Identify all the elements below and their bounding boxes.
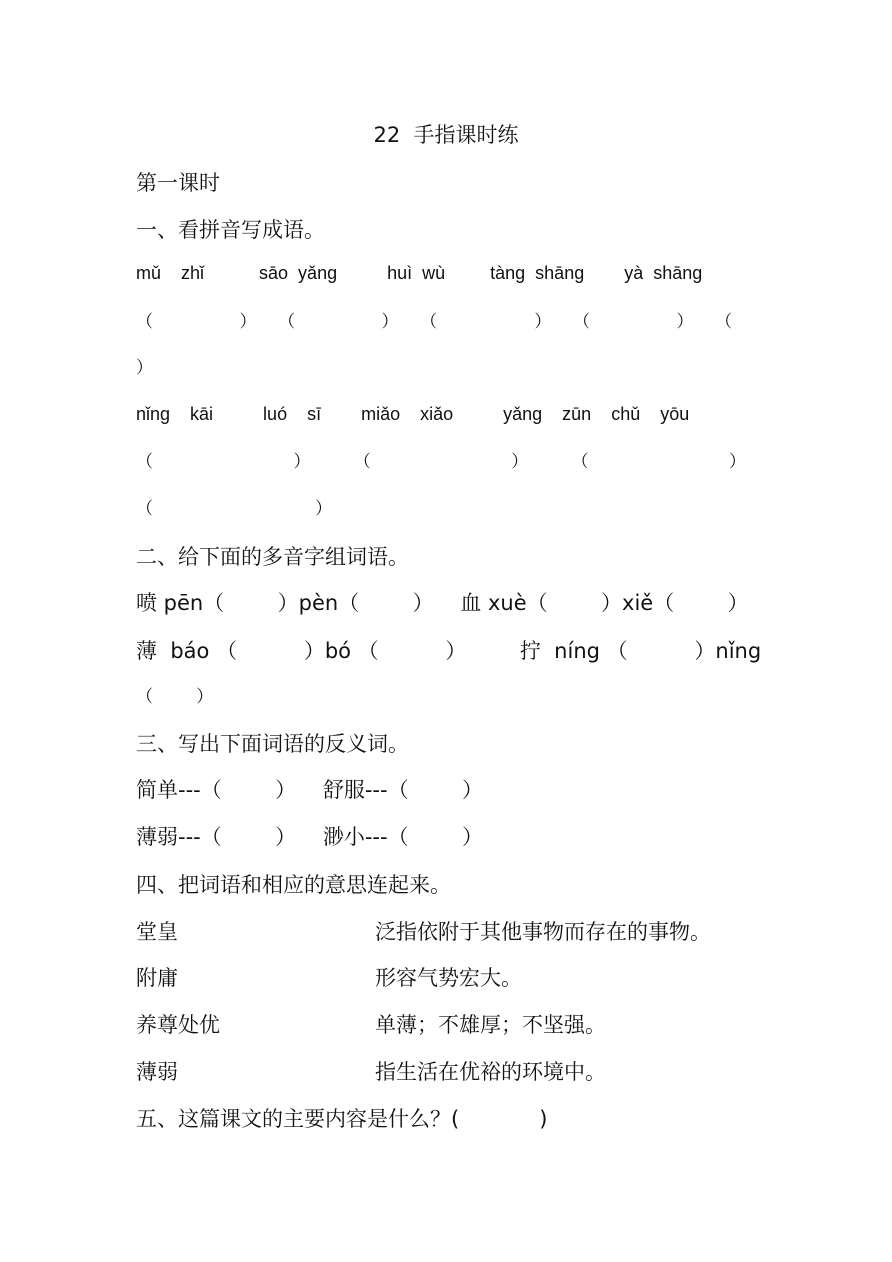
answer-blanks-row-1: （ ） （ ） （ ） （ ） （ bbox=[136, 312, 733, 332]
antonym-row-1: 简单---（ ） 舒服---（ ） bbox=[136, 778, 483, 802]
section-4-heading: 四、把词语和相应的意思连起来。 bbox=[136, 873, 451, 897]
polyphone-row-2: 薄 báo （ ）bó （ ） 拧 níng （ ）nǐng bbox=[136, 639, 762, 663]
antonym-row-2: 薄弱---（ ） 渺小---（ ） bbox=[136, 825, 483, 849]
lesson-label: 第一课时 bbox=[136, 171, 220, 195]
match-meaning: 单薄；不雄厚；不坚强。 bbox=[375, 1013, 606, 1037]
section-5-heading: 五、这篇课文的主要内容是什么？( ) bbox=[136, 1107, 548, 1131]
section-1-heading: 一、看拼音写成语。 bbox=[136, 218, 325, 242]
section-2-heading: 二、给下面的多音字组词语。 bbox=[136, 545, 409, 569]
match-word: 附庸 bbox=[136, 966, 178, 990]
answer-blanks-row-1-wrap: ） bbox=[136, 358, 153, 378]
match-word: 养尊处优 bbox=[136, 1013, 220, 1037]
page-title: 22 手指课时练 bbox=[373, 123, 519, 147]
polyphone-row-1: 喷 pēn（ ）pèn（ ） 血 xuè（ ）xiě（ ） bbox=[136, 591, 749, 615]
pinyin-row-2: nǐng kāi luó sī miǎo xiǎo yǎng zūn chǔ yōu bbox=[136, 404, 690, 424]
answer-blanks-row-2: （ ） （ ） （ ） bbox=[136, 452, 746, 472]
match-meaning: 泛指依附于其他事物而存在的事物。 bbox=[375, 920, 711, 944]
pinyin-row-1: mǔ zhǐ sāo yǎng huì wù tàng shāng yà shāng bbox=[136, 263, 703, 283]
match-meaning: 形容气势宏大。 bbox=[375, 966, 522, 990]
match-word: 薄弱 bbox=[136, 1060, 178, 1084]
match-meaning: 指生活在优裕的环境中。 bbox=[375, 1060, 606, 1084]
answer-blanks-row-2-wrap: （ ） bbox=[136, 499, 333, 519]
match-word: 堂皇 bbox=[136, 920, 178, 944]
section-3-heading: 三、写出下面词语的反义词。 bbox=[136, 732, 409, 756]
polyphone-row-3: （ ） bbox=[136, 687, 214, 707]
